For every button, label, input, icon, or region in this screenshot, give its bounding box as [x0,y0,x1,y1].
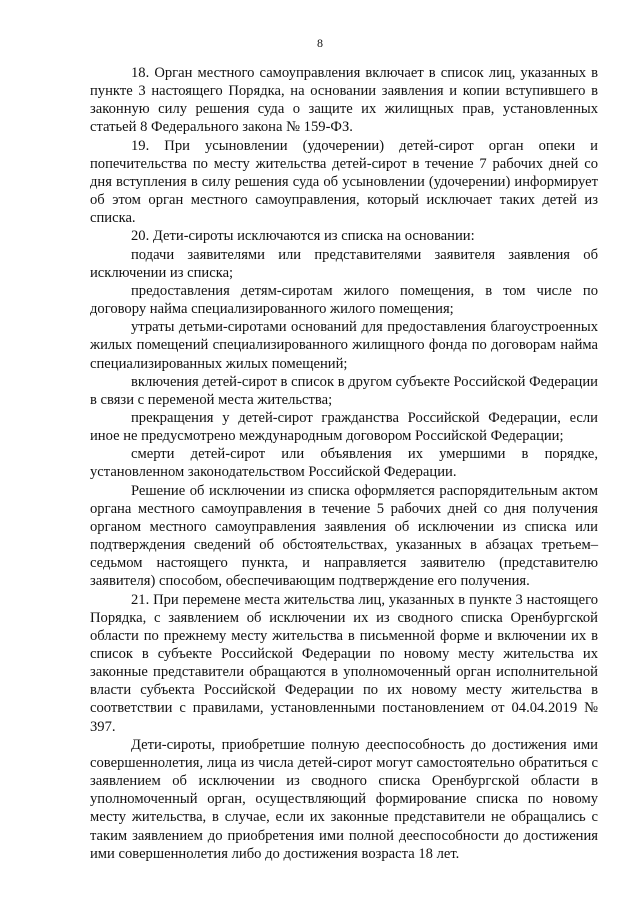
page-number: 8 [317,36,323,50]
list-item-citizenship: прекращения у детей-сирот гражданства Российской Федерации, если иное не предусмотрено международным договором Российской Федерации; [90,409,598,445]
document-body [90,64,598,863]
list-item-loss-of-grounds: утраты детьми-сиротами оснований для предоставления благоустроенных жилых помещений специализированного жилищного фонда по договорам найма специализированных жилых помещений; [90,319,598,372]
paragraph-18: 18. Орган местного самоуправления включает в список лиц, указанных в пункте 3 настоящего Порядка, на основании заявления и копии вступившего в законную силу решения суда о защите их жилищных прав, установленных статьей 8 Федерального закона № 159-ФЗ. [90,65,598,136]
paragraph-21: 21. При перемене места жительства лиц, указанных в пункте 3 настоящего Порядка, с заявлением об исключении их из сводного списка Оренбургской области по прежнему месту жительства в письменной форме и включении их в список в субъекте Российской Федерации по новому месту жительства их законные представители обращаются в уполномоченный орган исполнительной власти субъекта Российской Федерации по их новому месту жительства в соответствии с правилами, установленными постановлением от 04.04.2019 № 397. [90,591,598,735]
list-item-death: смерти детей-сирот или объявления их умершими в порядке, установленном законодательством Российской Федерации. [90,446,598,481]
list-item-other-region: включения детей-сирот в список в другом субъекте Российской Федерации в связи с переменой места жительства; [90,373,598,408]
paragraph-21-orphans: Дети-сироты, приобретшие полную дееспособность до достижения ими совершеннолетия, лица из числа детей-сирот могут самостоятельно обратиться с заявлением об исключении из сводного списка Оренбургской области в уполномоченный орган, осуществляющий формирование списка по новому месту жительства, в случае, если их законные представители не обращались с таким заявлением до приобретения ими полной дееспособности до достижения ими совершеннолетия либо до достижения возраста 18 лет. [90,736,598,862]
list-item-application: подачи заявителями или представителями заявителя заявления об исключении из списка; [90,246,598,281]
paragraph-19: 19. При усыновлении (удочерении) детей-сирот орган опеки и попечительства по месту жительства детей-сирот в течение 7 рабочих дней со дня вступления в силу решения суда об усыновлении (удочерении) информирует об этом орган местного самоуправления, который исключает таких детей из списка. [90,137,598,227]
paragraph-exclusion-decision: Решение об исключении из списка оформляется распорядительным актом органа местного самоуправления в течение 5 рабочих дней со дня получения органом местного самоуправления заявления об исключении из списка или подтверждения сведений об обстоятельствах, указанных в абзацах третьем–седьмом настоящего пункта, и направляется заявителю (представителю заявителя) способом, обеспечивающим подтверждение его получения. [90,482,598,590]
list-item-housing-provided: предоставления детям-сиротам жилого помещения, в том числе по договору найма специализированного жилого помещения; [90,282,598,318]
paragraph-20-intro: 20. Дети-сироты исключаются из списка на основании: [131,228,475,245]
